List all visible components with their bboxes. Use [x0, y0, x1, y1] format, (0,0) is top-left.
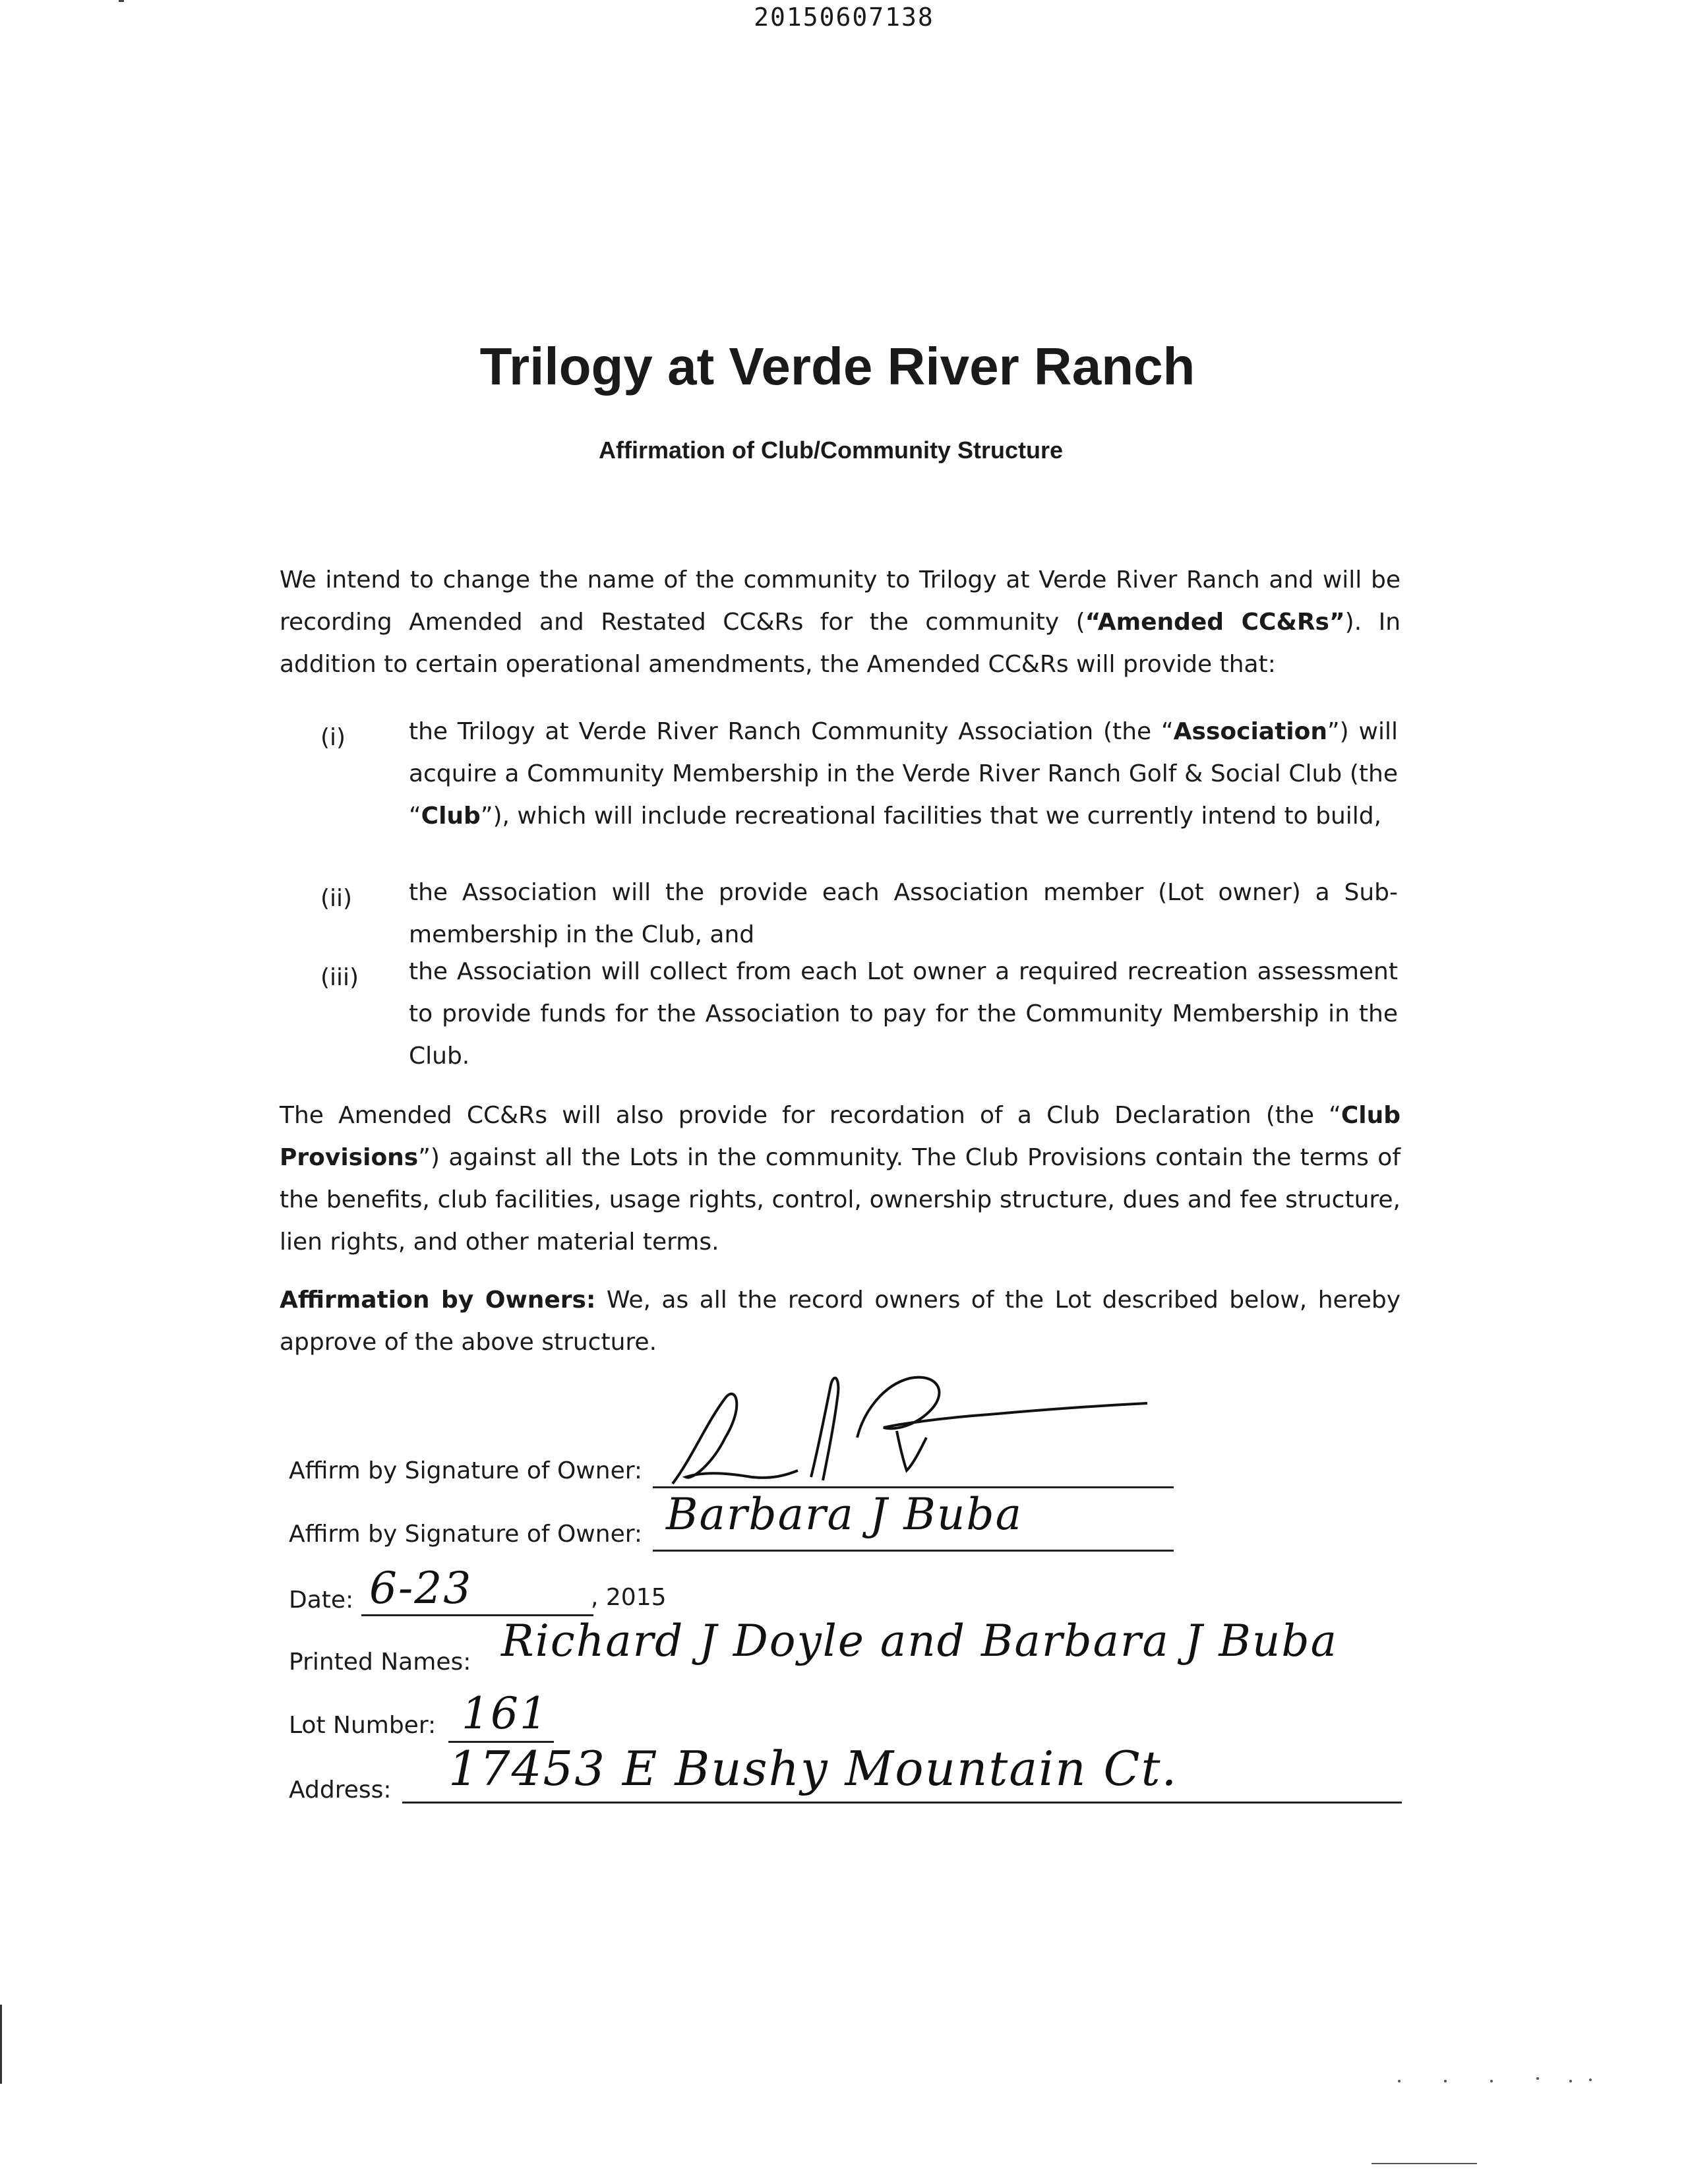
- intro-paragraph: [280, 559, 1401, 686]
- scan-speck: [1536, 2077, 1539, 2080]
- club-bold-provisions: Club Provisions: [280, 1102, 1401, 1171]
- item-number-3: (iii): [320, 964, 359, 991]
- affirmation-text: We, as all the record owners of the Lot described below, hereby approve of the above structure.: [280, 1287, 1401, 1356]
- club-text-b: ”) against all the Lots in the community. The Club Provisions contain the terms of the benefits, club facilities, usage rights, control, ownership structure, dues and fee structure, lien rights, and other material terms.: [280, 1144, 1401, 1256]
- scan-speck: [1490, 2080, 1493, 2082]
- club-paragraph: [280, 1095, 1401, 1263]
- item-1-text-b: ”) will acquire a Community Membership in the Verde River Ranch Golf & Social Club (the “: [409, 718, 1398, 830]
- item-2-text: the Association will the provide each Association member (Lot owner) a Sub-membership in the Club, and: [409, 879, 1398, 948]
- signature-1-label: Affirm by Signature of Owner:: [289, 1457, 643, 1484]
- scan-speck: [1589, 2078, 1592, 2081]
- intro-bold-term: “Amended CC&Rs”: [1085, 609, 1345, 636]
- list-item-3: [409, 951, 1398, 1077]
- signature-1-drawing: [646, 1358, 1174, 1503]
- lot-number-label: Lot Number:: [289, 1712, 437, 1739]
- list-item-2: [409, 872, 1398, 956]
- signature-2-label: Affirm by Signature of Owner:: [289, 1521, 643, 1548]
- address-label: Address:: [289, 1776, 392, 1804]
- scan-edge-mark: [0, 2005, 2, 2084]
- intro-text-2: ). In addition to certain operational amendments, the Amended CC&Rs will provide that:: [280, 609, 1401, 678]
- lot-number-value: 161: [462, 1688, 549, 1739]
- scan-corner-mark: [119, 0, 124, 2]
- item-number-2: (ii): [320, 885, 353, 912]
- scan-speck: [1444, 2080, 1447, 2082]
- address-value: 17453 E Bushy Mountain Ct.: [448, 1741, 1178, 1796]
- printed-names-value: Richard J Doyle and Barbara J Buba: [501, 1616, 1338, 1666]
- date-value: 6-23: [369, 1563, 473, 1614]
- list-item-1: [409, 711, 1398, 837]
- intro-text-1: We intend to change the name of the community to Trilogy at Verde River Ranch and will be recording Amended and Restated CC&Rs for the community (: [280, 566, 1401, 636]
- scan-speck: [1398, 2080, 1401, 2082]
- page-subtitle: Affirmation of Club/Community Structure: [599, 437, 1063, 464]
- item-3-text: the Association will collect from each Lot owner a required recreation assessment to provide funds for the Association to pay for the Community Membership in the Club.: [409, 958, 1398, 1070]
- document-number: 20150607138: [754, 3, 934, 32]
- address-line: [402, 1802, 1402, 1804]
- item-1-bold-association: Association: [1173, 718, 1328, 745]
- item-1-text-a: the Trilogy at Verde River Ranch Community Association (the “: [409, 718, 1174, 745]
- date-label: Date:: [289, 1587, 354, 1614]
- signature-2-value: Barbara J Buba: [666, 1489, 1023, 1540]
- affirmation-label: Affirmation by Owners:: [280, 1287, 596, 1314]
- affirmation-paragraph: [280, 1279, 1401, 1364]
- scan-speck: [1569, 2080, 1572, 2082]
- page-title: Trilogy at Verde River Ranch: [479, 337, 1195, 396]
- item-number-1: (i): [320, 724, 346, 751]
- signature-2-line: [653, 1550, 1174, 1552]
- printed-names-label: Printed Names:: [289, 1649, 471, 1676]
- scan-bottom-line: [1372, 2163, 1477, 2164]
- item-1-text-c: ”), which will include recreational facilities that we currently intend to build,: [480, 803, 1382, 830]
- item-1-bold-club: Club: [421, 803, 481, 830]
- date-year: , 2015: [591, 1584, 667, 1611]
- club-text-a: The Amended CC&Rs will also provide for recordation of a Club Declaration (the “: [280, 1102, 1341, 1129]
